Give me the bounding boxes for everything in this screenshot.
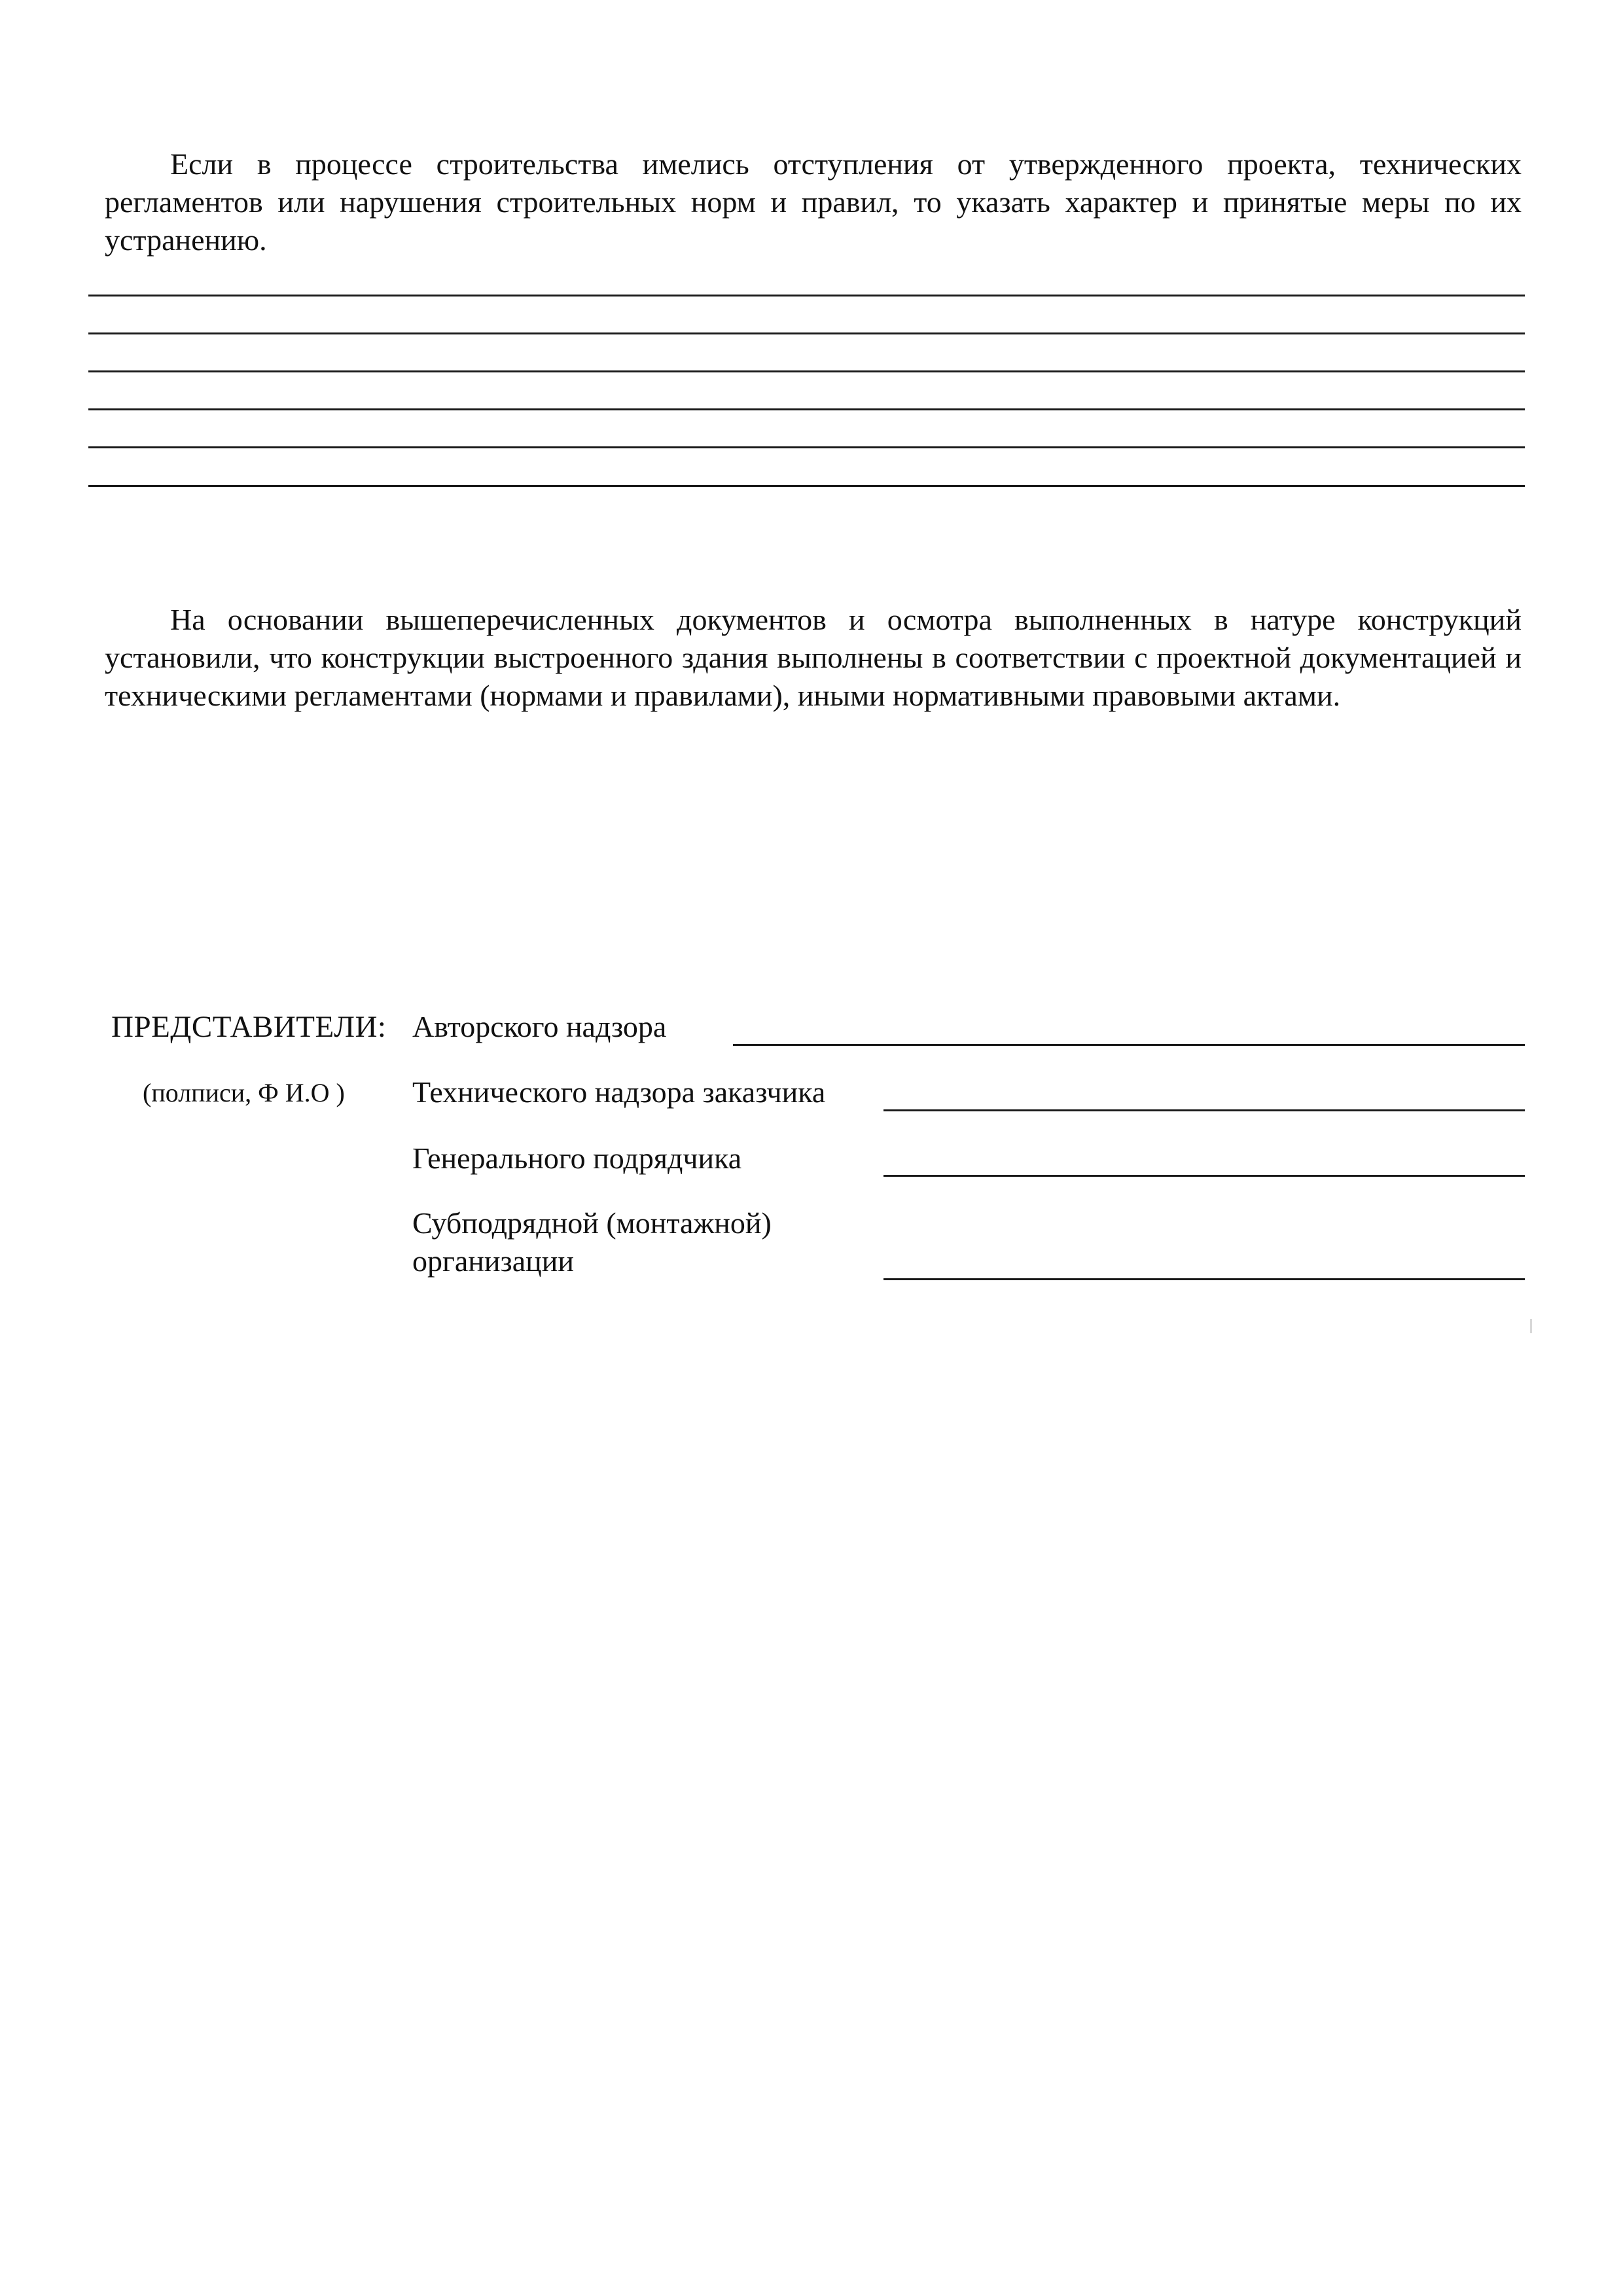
technical-supervision-signature-line [883, 1109, 1525, 1111]
fill-in-line-3 [88, 370, 1525, 372]
fill-in-line-2 [88, 332, 1525, 334]
fill-in-line-5 [88, 446, 1525, 448]
representatives-heading: ПРЕДСТАВИТЕЛИ: [111, 1010, 387, 1044]
scan-mark [1530, 1319, 1532, 1333]
fill-in-line-6 [88, 485, 1525, 487]
general-contractor-label: Генерального подрядчика [412, 1141, 742, 1175]
conclusion-paragraph: На основании вышеперечисленных документов и осмотра выполненных в натуре конструкций установили, что конструкции выстроенного здания выполнены в соответствии с проектной документацией и техническими регламентами (нормами и правилами), иными нормативными правовыми актами. [105, 603, 1522, 712]
deviations-paragraph: Если в процессе строительства имелись отступления от утвержденного проекта, технических регламентов или нарушения строительных норм и правил, то указать характер и принятые меры по их устранению. [105, 147, 1522, 257]
general-contractor-signature-line [883, 1175, 1525, 1177]
subcontractor-signature-line [883, 1278, 1525, 1280]
signature-note: (полписи, Ф И.О ) [143, 1078, 345, 1107]
author-supervision-label: Авторского надзора [412, 1010, 667, 1043]
technical-supervision-label: Технического надзора заказчика [412, 1075, 826, 1109]
fill-in-line-1 [88, 295, 1525, 296]
fill-in-line-4 [88, 408, 1525, 410]
subcontractor-label-line1: Субподрядной (монтажной) [412, 1206, 772, 1240]
subcontractor-label-line2: организации [412, 1244, 574, 1278]
author-supervision-signature-line [733, 1044, 1525, 1046]
